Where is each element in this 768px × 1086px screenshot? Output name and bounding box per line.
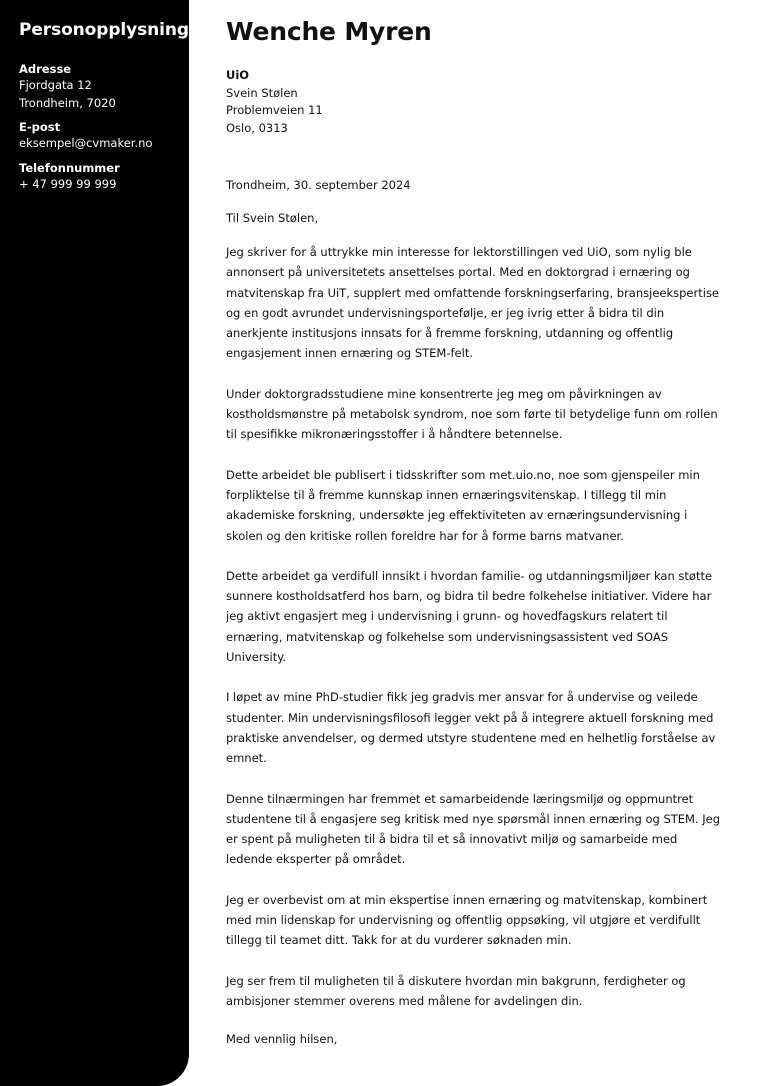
recipient-block — [226, 67, 726, 137]
closing: Med vennlig hilsen, — [226, 1032, 338, 1047]
address-line-2: Trondheim, 7020 — [19, 95, 116, 110]
email-label: E-post — [19, 120, 61, 134]
recipient-city: Oslo, 0313 — [226, 120, 288, 135]
sidebar-heading: Personopplysninger — [19, 20, 209, 40]
paragraph-2: Under doktorgradsstudiene mine konsentrerte jeg meg om påvirkningen av kostholdsmønstre på metabolsk syndrom, noe som førte til betydelige funn om rollen til spesifikke mikronæringsstoffer i å håndtere betennelse. — [226, 386, 718, 442]
personal-info-sidebar — [0, 0, 209, 1086]
paragraph-4: Dette arbeidet ga verdifull innsikt i hvordan familie- og utdanningsmiljøer kan støtte sunnere kostholdsatferd hos barn, og bidra til bedre folkehelse initiativer. Videre har jeg aktivt engasjert meg i undervisning i grunn- og hovedfagskurs relatert til ernæring, matvitenskap og folkehelse som undervisningsassistent ved SOAS University. — [226, 568, 713, 665]
letter-body — [226, 14, 726, 1049]
paragraph-5: I løpet av mine PhD-studier fikk jeg gradvis mer ansvar for å undervise og veilede studenter. Min undervisningsfilosofi legger vekt på å integrere aktuell forskning med praktiske anvendelser, og dermed utstyre studentene med en helhetlig forståelse av emnet. — [226, 690, 716, 766]
address-line-1: Fjordgata 12 — [19, 78, 92, 92]
recipient-org: UiO — [226, 68, 250, 82]
letter-date: Trondheim, 30. september 2024 — [226, 178, 411, 192]
phone-label: Telefonnummer — [19, 160, 120, 175]
recipient-street: Problemveien 11 — [226, 103, 323, 117]
sender-name: Wenche Myren — [226, 17, 432, 46]
address-label: Adresse — [19, 62, 72, 76]
phone-value: + 47 999 99 999 — [19, 176, 117, 191]
paragraph-3: Dette arbeidet ble publisert i tidsskrifter som met.uio.no, noe som gjenspeiler min forpliktelse til å fremme kunnskap innen ernæringsvitenskap. I tillegg til min akademiske forskning, undersøkte jeg effektiviteten av ernæringsundervisning i skolen og den kritiske rollen foreldre har for å forme barns matvaner. — [226, 467, 700, 543]
email-value: eksempel@cvmaker.no — [19, 136, 153, 150]
paragraph-7: Jeg er overbevist om at min ekspertise innen ernæring og matvitenskap, kombinert med min lidenskap for undervisning og offentlig oppsøking, vil utgjøre et verdifullt tillegg til teamet ditt. Takk for at du vurderer søknaden min. — [226, 892, 708, 948]
paragraph-8: Jeg ser frem til muligheten til å diskutere hvordan min bakgrunn, ferdigheter og ambisjoner stemmer overens med målene for avdelingen din. — [226, 973, 686, 1008]
salutation: Til Svein Stølen, — [226, 210, 319, 225]
paragraph-1: Jeg skriver for å uttrykke min interesse for lektorstillingen ved UiO, som nylig ble annonsert på universitetets ansettelses portal. Med en doktorgrad i ernæring og matvitenskap fra UiT, supplert med omfattende forskningserfaring, bransjeekspertise og en godt avrundet undervisningsportefølje, er jeg ivrig etter å bidra til din anerkjente institusjons innsats for å fremme forskning, utdanning og offentlig engasjement innen ernæring og STEM-felt. — [226, 245, 720, 361]
paragraph-6: Denne tilnærmingen har fremmet et samarbeidende læringsmiljø og oppmuntret studentene til å engasjere seg kritisk med nye spørsmål innen ernæring og STEM. Jeg er spent på muligheten til å bidra til et så innovativt miljø og samarbeide med ledende eksperter på området. — [226, 791, 721, 867]
recipient-person: Svein Stølen — [226, 85, 298, 100]
